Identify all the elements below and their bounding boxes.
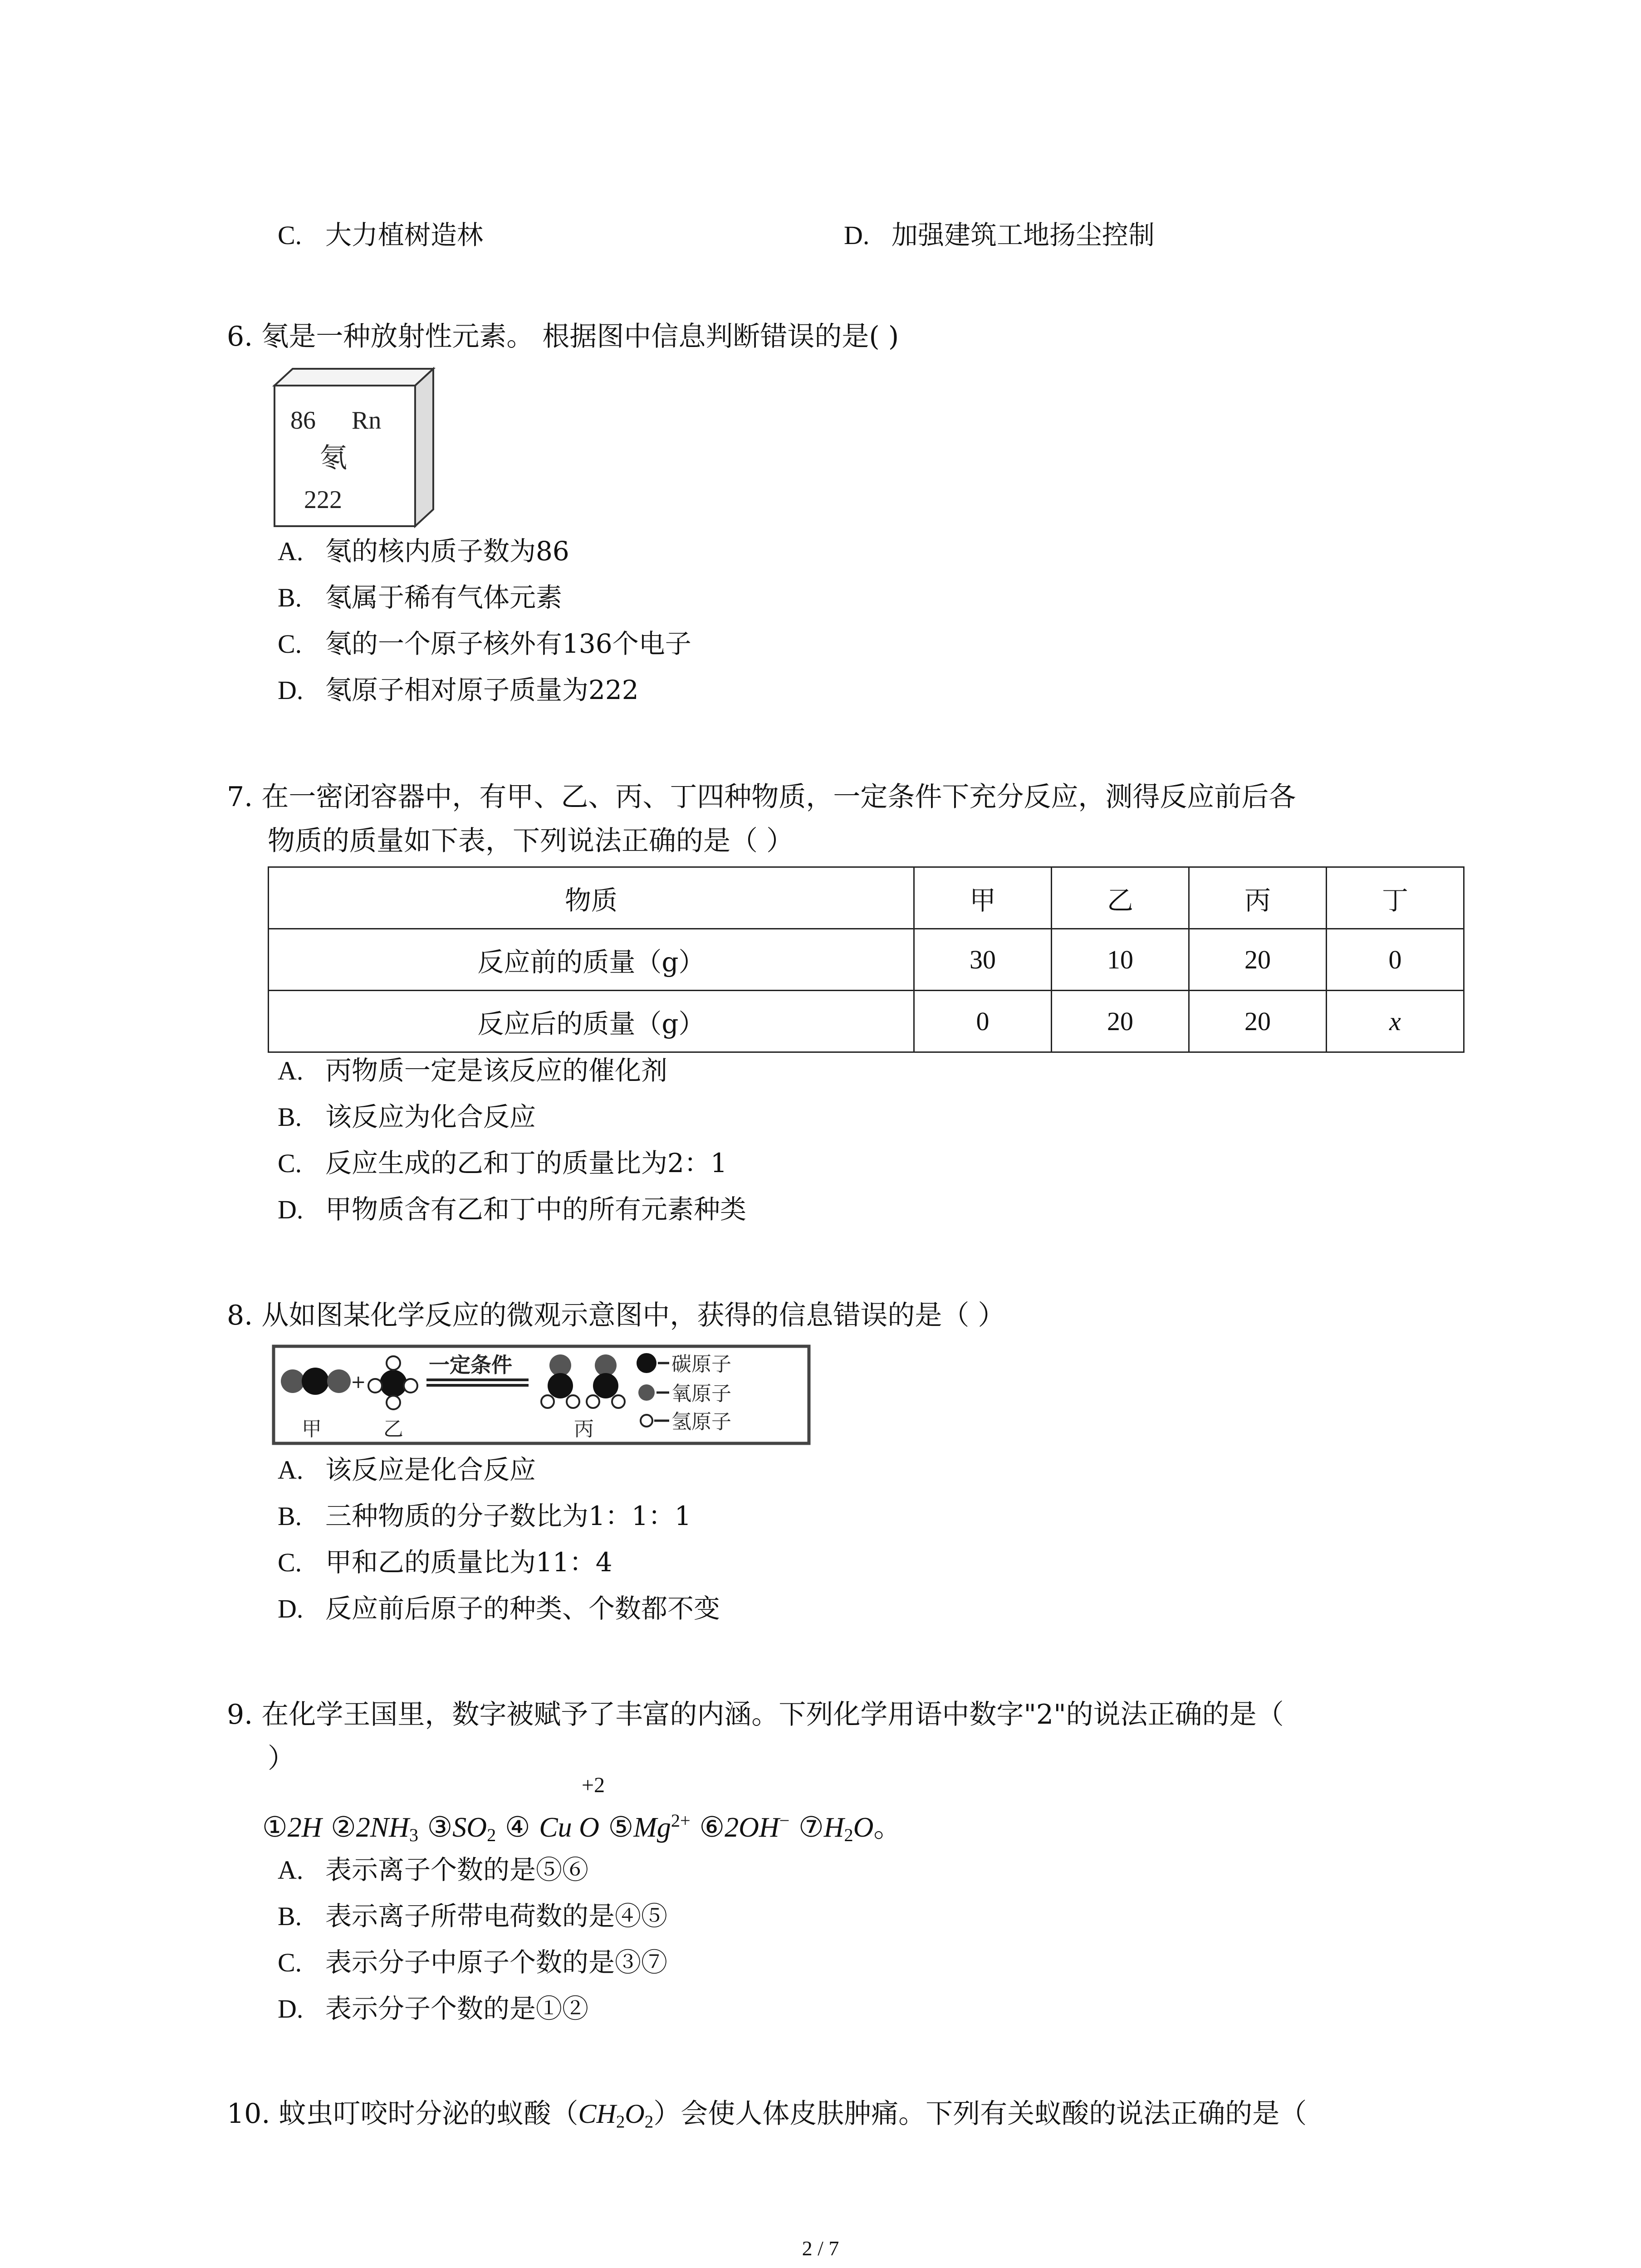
table-cell: 0 — [914, 991, 1052, 1052]
table-row-label: 反应后的质量（g） — [269, 991, 914, 1052]
q6-option-b: B. 氡属于稀有气体元素 — [278, 582, 563, 613]
legend-carbon: 碳原子 — [671, 1353, 731, 1376]
table-header-cell: 乙 — [1052, 867, 1189, 929]
q9-option-c: C. 表示分子中原子个数的是③⑦ — [278, 1947, 668, 1978]
card-symbol: Rn — [352, 406, 382, 435]
q7-option-d: D. 甲物质含有乙和丁中的所有元素种类 — [278, 1194, 747, 1225]
table-header-cell: 丁 — [1327, 867, 1464, 929]
table-cell: 0 — [1327, 929, 1464, 991]
q8-option-c: C. 甲和乙的质量比为11：4 — [278, 1547, 612, 1578]
reaction-condition: 一定条件 — [429, 1353, 512, 1377]
q8-option-d: D. 反应前后原子的种类、个数都不变 — [278, 1593, 720, 1624]
table-cell: x — [1327, 991, 1464, 1052]
table-row — [269, 929, 1464, 991]
q6-option-a: A. 氡的核内质子数为86 — [278, 536, 569, 567]
q6-option-d: D. 氡原子相对原子质量为222 — [278, 675, 639, 705]
table-cell: 10 — [1052, 929, 1189, 991]
q6-option-c: C. 氡的一个原子核外有136个电子 — [278, 628, 691, 659]
q5-option-c: C. 大力植树造林 — [278, 220, 484, 250]
q7-option-a: A. 丙物质一定是该反应的催化剂 — [278, 1055, 668, 1086]
q5-option-d: D. 加强建筑工地扬尘控制 — [844, 220, 1155, 250]
q7-stem-line2: 物质的质量如下表，下列说法正确的是（ ） — [268, 825, 794, 857]
diagram-label-jia: 甲 — [302, 1418, 322, 1441]
q8-option-a: A. 该反应是化合反应 — [278, 1454, 536, 1485]
table-cell: 20 — [1189, 991, 1327, 1052]
q10-stem: 10. 蚊虫叮咬时分泌的蚁酸$(CH_2O_2)$会使人体皮肤肿痛。下列有关蚁酸的说法正确的是（ — [227, 2098, 1307, 2131]
q9-stem-line1: 9. 在化学王国里，数字被赋予了丰富的内涵。下列化学用语中数字"2"的说法正确的是（ — [227, 1699, 1284, 1730]
table-row — [269, 991, 1464, 1052]
card-mass: 222 — [304, 486, 342, 514]
q9-option-b: B. 表示离子所带电荷数的是④⑤ — [278, 1901, 668, 1931]
diagram-label-yi: 乙 — [383, 1418, 403, 1441]
table-row-label: 反应前的质量（g） — [269, 929, 914, 991]
mass-table — [268, 866, 1465, 1053]
diagram-label-bing: 丙 — [574, 1418, 594, 1441]
table-cell: 20 — [1052, 991, 1189, 1052]
cu-valence-mark: +2 — [582, 1773, 605, 1797]
card-name: 氡 — [320, 442, 347, 474]
legend-hydrogen: 氢原子 — [671, 1410, 731, 1433]
q8-stem: 8. 从如图某化学反应的微观示意图中，获得的信息错误的是（ ） — [227, 1300, 1005, 1331]
q6-stem: 6. 氡是一种放射性元素。 根据图中信息判断错误的是( ) — [227, 321, 899, 352]
q9-formula-line: ①2H $②2NH_3$ $③SO_2$ ④ Cu O $⑤Mg^{2+}$ ⑥2OH− $⑦H_2O$。 — [262, 1810, 902, 1846]
q9-option-d: D. 表示分子个数的是①② — [278, 1993, 589, 2024]
q7-option-c: C. 反应生成的乙和丁的质量比为2：1 — [278, 1148, 727, 1178]
table-header-row — [269, 867, 1464, 929]
q8-option-b: B. 三种物质的分子数比为1：1：1 — [278, 1501, 691, 1531]
page-number: 2 / 7 — [802, 2237, 839, 2260]
legend-oxygen: 氧原子 — [671, 1382, 731, 1405]
q9-stem-line2: ） — [268, 1743, 295, 1774]
card-atomic-number: 86 — [290, 406, 316, 435]
q7-stem-line1: 7. 在一密闭容器中，有甲、乙、丙、丁四种物质，一定条件下充分反应，测得反应前后各 — [227, 781, 1296, 813]
table-header-cell: 丙 — [1189, 867, 1327, 929]
table-header-cell: 甲 — [914, 867, 1052, 929]
reaction-diagram — [270, 1343, 937, 1447]
q7-option-b: B. 该反应为化合反应 — [278, 1101, 536, 1132]
table-header-cell: 物质 — [269, 867, 914, 929]
table-cell: 30 — [914, 929, 1052, 991]
q9-option-a: A. 表示离子个数的是⑤⑥ — [278, 1854, 589, 1885]
table-cell: 20 — [1189, 929, 1327, 991]
svg-text:+: + — [351, 1372, 366, 1393]
element-card-image — [272, 365, 436, 528]
